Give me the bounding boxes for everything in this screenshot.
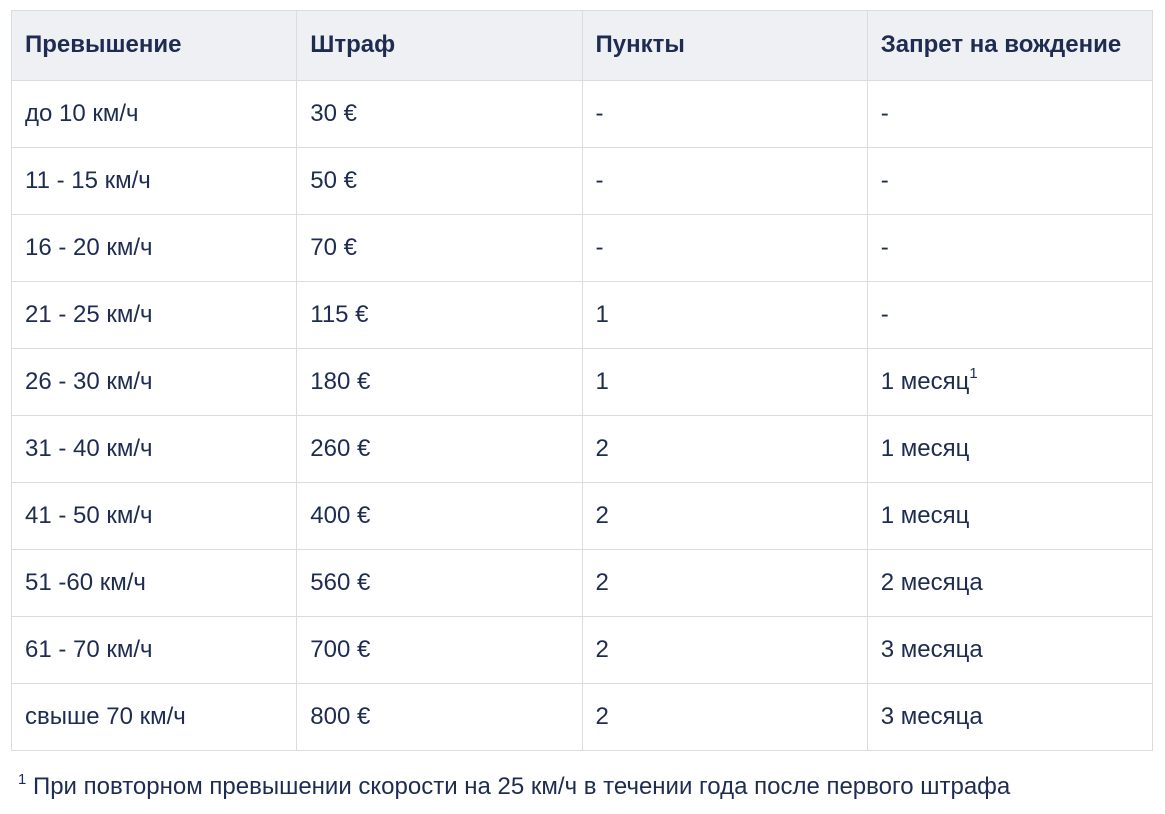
cell-ban bbox=[867, 550, 1152, 617]
ban-text: 3 месяца bbox=[880, 702, 983, 730]
cell-ban bbox=[867, 617, 1152, 684]
cell-ban bbox=[867, 148, 1152, 215]
cell-excess: 51 -60 км/ч bbox=[12, 550, 297, 617]
cell-excess: 26 - 30 км/ч bbox=[12, 349, 297, 416]
cell-ban bbox=[867, 215, 1152, 282]
table-row bbox=[12, 148, 1153, 215]
ban-text: 1 месяц bbox=[880, 501, 970, 529]
cell-fine: 115 € bbox=[297, 282, 582, 349]
ban-text: - bbox=[880, 99, 889, 127]
table-row bbox=[12, 684, 1153, 751]
cell-points: - bbox=[582, 81, 867, 148]
cell-fine: 50 € bbox=[297, 148, 582, 215]
cell-points: - bbox=[582, 215, 867, 282]
column-header-excess: Превышение bbox=[12, 11, 297, 81]
ban-text: 1 месяц bbox=[880, 434, 970, 462]
cell-points: 1 bbox=[582, 349, 867, 416]
table-row bbox=[12, 349, 1153, 416]
table-row bbox=[12, 215, 1153, 282]
footnote-ref: 1 bbox=[969, 366, 978, 383]
cell-fine: 260 € bbox=[297, 416, 582, 483]
cell-fine: 180 € bbox=[297, 349, 582, 416]
ban-text: - bbox=[880, 233, 889, 261]
cell-excess: 11 - 15 км/ч bbox=[12, 148, 297, 215]
cell-ban bbox=[867, 684, 1152, 751]
cell-points: 2 bbox=[582, 483, 867, 550]
column-header-fine: Штраф bbox=[297, 11, 582, 81]
cell-excess: свыше 70 км/ч bbox=[12, 684, 297, 751]
cell-ban bbox=[867, 282, 1152, 349]
cell-ban bbox=[867, 483, 1152, 550]
cell-ban bbox=[867, 349, 1152, 416]
cell-excess: 61 - 70 км/ч bbox=[12, 617, 297, 684]
ban-text: - bbox=[880, 166, 889, 194]
footnote-marker: 1 bbox=[18, 771, 27, 788]
ban-text: 2 месяца bbox=[880, 568, 983, 596]
table-row bbox=[12, 550, 1153, 617]
table-row bbox=[12, 81, 1153, 148]
cell-excess: до 10 км/ч bbox=[12, 81, 297, 148]
cell-fine: 700 € bbox=[297, 617, 582, 684]
cell-points: 2 bbox=[582, 550, 867, 617]
cell-excess: 31 - 40 км/ч bbox=[12, 416, 297, 483]
cell-excess: 16 - 20 км/ч bbox=[12, 215, 297, 282]
table-row bbox=[12, 416, 1153, 483]
column-header-ban: Запрет на вождение bbox=[867, 11, 1152, 81]
cell-points: 2 bbox=[582, 617, 867, 684]
cell-points: 2 bbox=[582, 684, 867, 751]
cell-points: - bbox=[582, 148, 867, 215]
column-header-points: Пункты bbox=[582, 11, 867, 81]
speeding-fines-table bbox=[11, 10, 1153, 751]
cell-fine: 400 € bbox=[297, 483, 582, 550]
header-row bbox=[12, 11, 1153, 81]
ban-text: - bbox=[880, 300, 889, 328]
ban-text: 1 месяц bbox=[880, 367, 970, 395]
table-row bbox=[12, 282, 1153, 349]
cell-points: 2 bbox=[582, 416, 867, 483]
footnote bbox=[18, 773, 1154, 801]
footnote-text: При повторном превышении скорости на 25 км/ч в течении года после первого штрафа bbox=[32, 773, 1011, 800]
cell-excess: 21 - 25 км/ч bbox=[12, 282, 297, 349]
cell-fine: 560 € bbox=[297, 550, 582, 617]
table-row bbox=[12, 617, 1153, 684]
cell-fine: 70 € bbox=[297, 215, 582, 282]
cell-fine: 30 € bbox=[297, 81, 582, 148]
table-body bbox=[12, 81, 1153, 751]
cell-fine: 800 € bbox=[297, 684, 582, 751]
cell-excess: 41 - 50 км/ч bbox=[12, 483, 297, 550]
table-header bbox=[12, 11, 1153, 81]
cell-points: 1 bbox=[582, 282, 867, 349]
ban-text: 3 месяца bbox=[880, 635, 983, 663]
cell-ban bbox=[867, 81, 1152, 148]
cell-ban bbox=[867, 416, 1152, 483]
table-row bbox=[12, 483, 1153, 550]
